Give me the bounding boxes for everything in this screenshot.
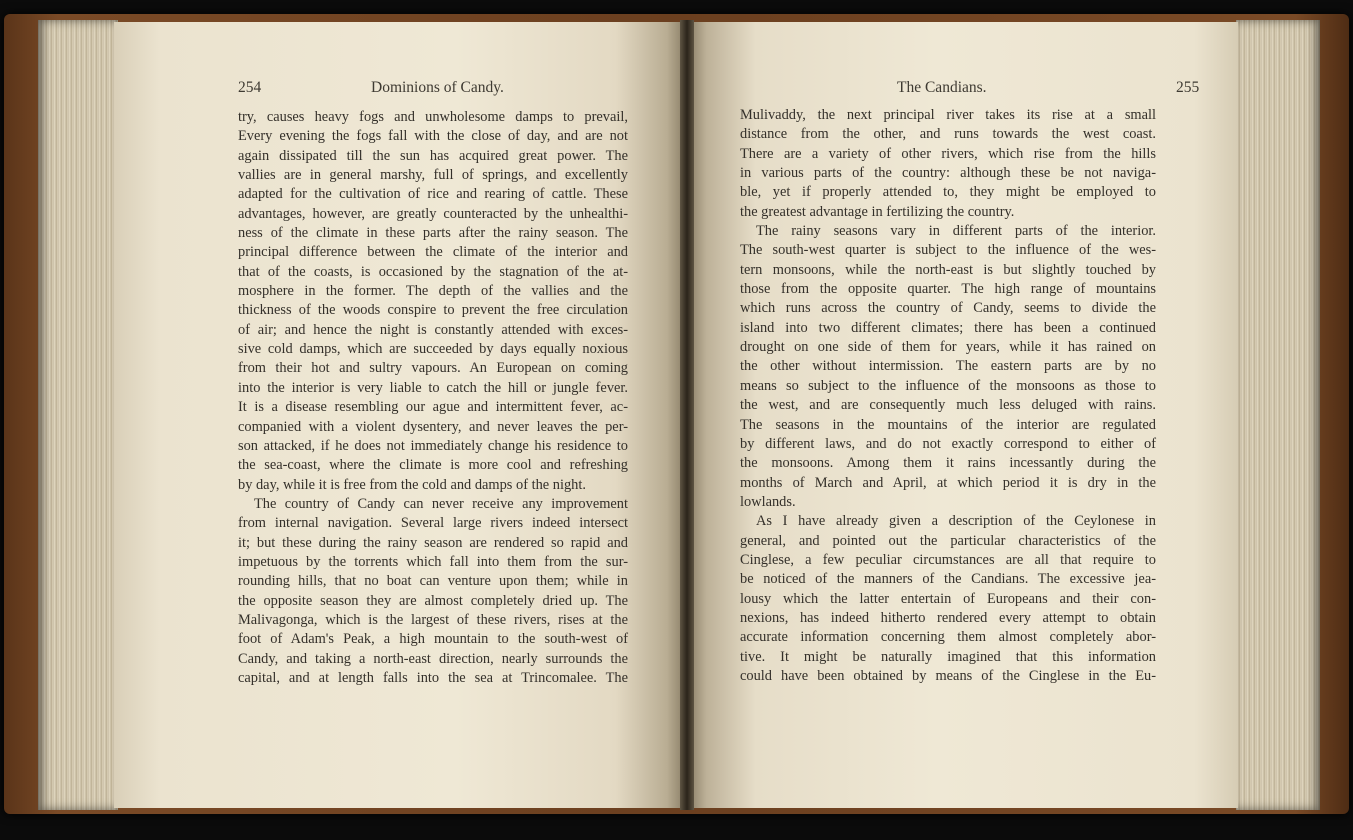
text-line: principal difference between the climate of the interior and — [238, 244, 628, 261]
text-line: The seasons in the mountains of the interior are regulated — [740, 416, 1156, 433]
text-line: the opposite season they are almost completely dried up. The — [238, 592, 628, 609]
text-line: in various parts of the country: although these be not naviga- — [740, 165, 1156, 182]
text-line: distance from the other, and runs towards the west coast. — [740, 126, 1156, 143]
text-line: As I have already given a description of the Ceylonese in — [756, 513, 1156, 530]
text-line: tive. It might be naturally imagined that this information — [740, 648, 1156, 665]
text-line: The country of Candy can never receive any improvement — [254, 495, 628, 512]
book-gutter — [680, 20, 694, 810]
text-line: the sea-coast, where the climate is more cool and refreshing — [238, 457, 628, 474]
text-line: mosphere in the former. The depth of the vallies and the — [238, 283, 628, 300]
text-line: the west, and are consequently much less deluged with rains. — [740, 397, 1156, 414]
left-page-body — [238, 108, 628, 688]
text-line: foot of Adam's Peak, a high mountain to the south-west of — [238, 631, 628, 648]
text-line: by different laws, and do not exactly correspond to either of — [740, 435, 1156, 452]
text-line: the other without intermission. The eastern parts are by no — [740, 358, 1156, 375]
right-page-body — [740, 106, 1156, 686]
text-line: from internal navigation. Several large rivers indeed intersect — [238, 515, 628, 532]
left-page-edges — [38, 20, 118, 810]
text-line: lowlands. — [740, 493, 796, 510]
text-line: accurate information concerning them almost completely abor- — [740, 629, 1156, 646]
text-line: general, and pointed out the particular characteristics of the — [740, 532, 1156, 549]
right-running-title: The Candians. — [897, 79, 987, 96]
text-line: It is a disease resembling our ague and intermittent fever, ac- — [238, 399, 628, 416]
left-running-title: Dominions of Candy. — [371, 79, 504, 96]
text-line: could have been obtained by means of the Cinglese in the Eu- — [740, 667, 1156, 684]
text-line: impetuous by the torrents which fall into them from the sur- — [238, 553, 628, 570]
text-line: Every evening the fogs fall with the close of day, and are not — [238, 128, 628, 145]
text-line: sive cold damps, which are succeeded by days equally noxious — [238, 341, 628, 358]
text-line: The south-west quarter is subject to the influence of the wes- — [740, 242, 1156, 259]
text-line: There are a variety of other rivers, which rise from the hills — [740, 145, 1156, 162]
text-line: vallies are in general marshy, full of springs, and excellently — [238, 167, 628, 184]
text-line: island into two different climates; there has been a continued — [740, 319, 1156, 336]
text-line: Malivagonga, which is the largest of these rivers, rises at the — [238, 611, 628, 628]
text-line: thickness of the woods conspire to prevent the free circulation — [238, 302, 628, 319]
text-line: son attacked, if he does not immediately change his residence to — [238, 437, 628, 454]
text-line: from their hot and sultry vapours. An European on coming — [238, 360, 628, 377]
left-page-number: 254 — [238, 79, 262, 96]
text-line: the greatest advantage in fertilizing the country. — [740, 203, 1015, 220]
text-line: into the interior is very liable to catch the hill or jungle fever. — [238, 379, 628, 396]
text-line: tern monsoons, while the north-east is but slightly touched by — [740, 261, 1156, 278]
right-page-edges — [1236, 20, 1320, 810]
text-line: again dissipated till the sun has acquired great power. The — [238, 147, 628, 164]
text-line: nexions, has indeed hitherto rendered every attempt to obtain — [740, 609, 1156, 626]
text-line: lousy which the latter entertain of Europeans and their con- — [740, 590, 1156, 607]
text-line: The rainy seasons vary in different parts of the interior. — [756, 223, 1156, 240]
text-line: the monsoons. Among them it rains incessantly during the — [740, 455, 1156, 472]
text-line: by day, while it is free from the cold and damps of the night. — [238, 476, 586, 493]
text-line: those from the opposite quarter. The high range of mountains — [740, 281, 1156, 298]
text-line: that of the coasts, is occasioned by the stagnation of the at- — [238, 263, 628, 280]
text-line: drought on one side of them for years, while it has rained on — [740, 339, 1156, 356]
text-line: try, causes heavy fogs and unwholesome damps to prevail, — [238, 109, 628, 125]
text-line: Mulivaddy, the next principal river takes its rise at a small — [740, 107, 1156, 123]
text-line: Cinglese, a few peculiar circumstances are all that require to — [740, 551, 1156, 568]
right-page-number: 255 — [1176, 79, 1200, 96]
text-line: ble, yet if properly attended to, they might be employed to — [740, 184, 1156, 201]
text-line: it; but these during the rainy season are rendered so rapid and — [238, 534, 628, 551]
text-line: ness of the climate in these parts after the rainy season. The — [238, 225, 628, 242]
text-line: months of March and April, at which period it is dry in the — [740, 474, 1156, 491]
text-line: rounding hills, that no boat can venture upon them; while in — [238, 573, 628, 590]
text-line: adapted for the cultivation of rice and rearing of cattle. These — [238, 186, 628, 203]
text-line: which runs across the country of Candy, seems to divide the — [740, 300, 1156, 317]
text-line: advantages, however, are greatly counteracted by the unhealthi- — [238, 205, 628, 222]
text-line: companied with a violent dysentery, and never leaves the per- — [238, 418, 628, 435]
text-line: of air; and hence the night is constantly attended with exces- — [238, 321, 628, 338]
text-line: Candy, and taking a north-east direction, nearly surrounds the — [238, 650, 628, 667]
text-line: be noticed of the manners of the Candians. The excessive jea- — [740, 571, 1156, 588]
text-line: means so subject to the influence of the monsoons as those to — [740, 377, 1156, 394]
text-line: capital, and at length falls into the sea at Trincomalee. The — [238, 669, 628, 686]
